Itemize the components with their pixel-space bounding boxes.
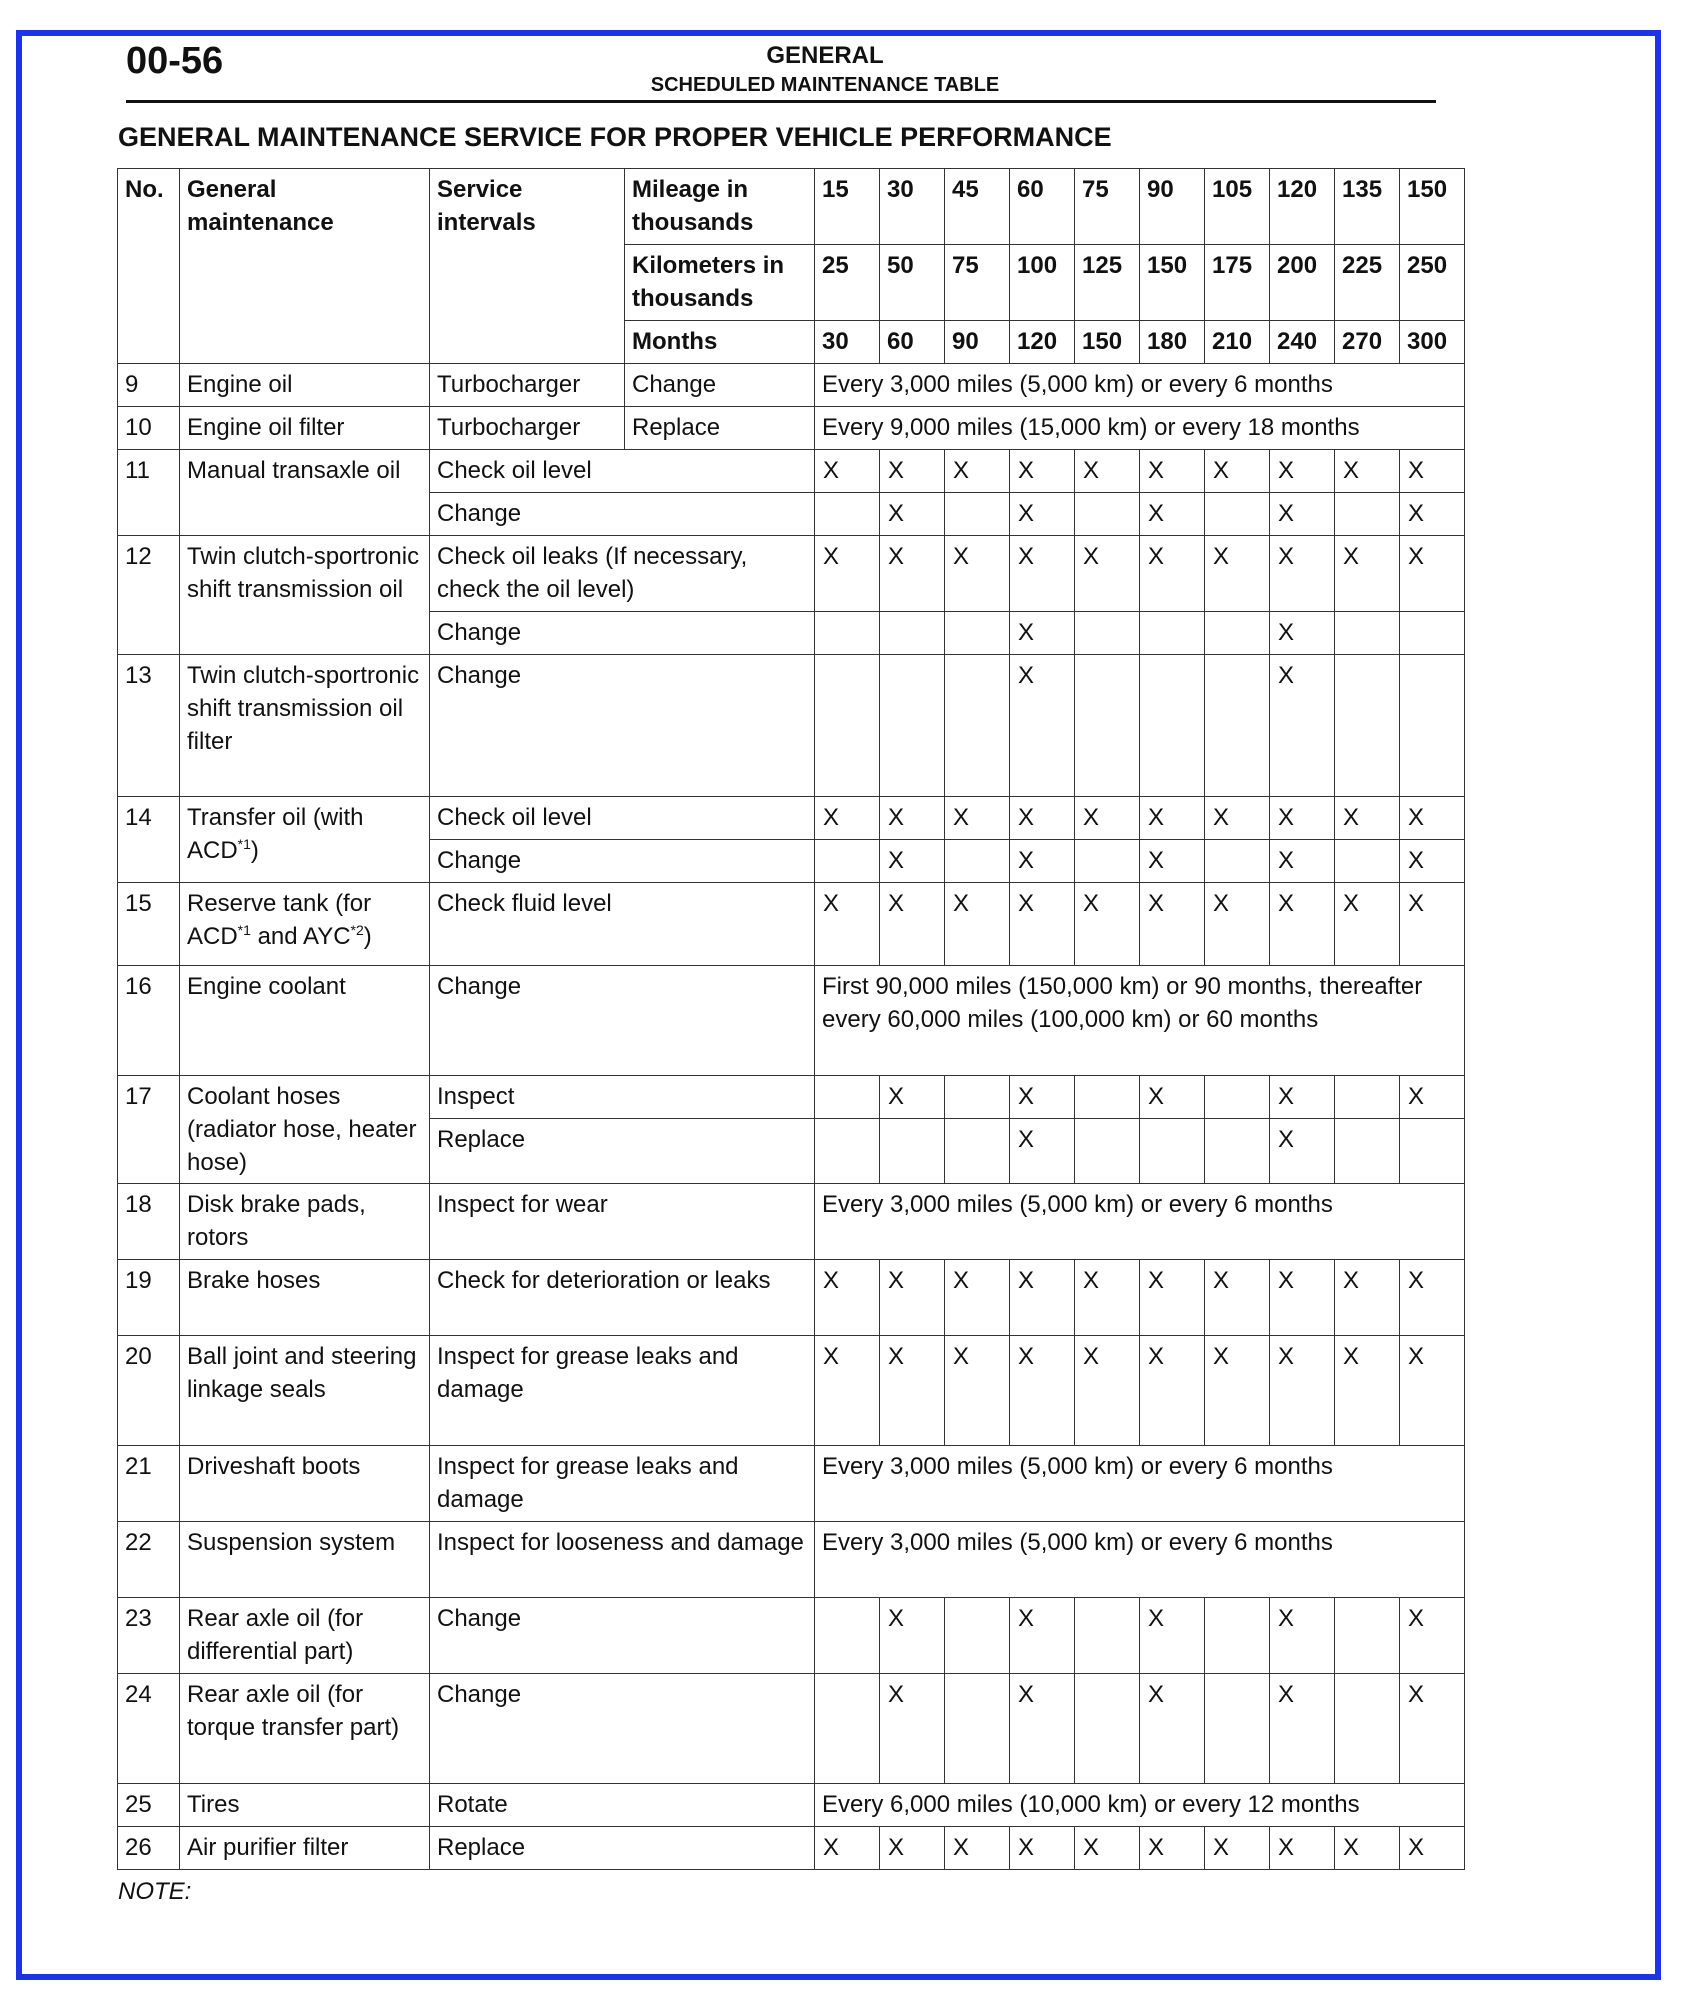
mileage-value: 15 bbox=[815, 169, 880, 245]
row-item: Suspension system bbox=[180, 1522, 430, 1598]
interval-mark: X bbox=[1270, 1598, 1335, 1674]
row-note: Every 3,000 miles (5,000 km) or every 6 months bbox=[815, 364, 1465, 407]
interval-mark: X bbox=[815, 536, 880, 612]
row-service: Check oil leaks (If necessary, check the oil level) bbox=[430, 536, 815, 612]
interval-mark: X bbox=[945, 1260, 1010, 1336]
interval-mark: X bbox=[1270, 493, 1335, 536]
interval-empty bbox=[1205, 493, 1270, 536]
interval-mark: X bbox=[1140, 1827, 1205, 1870]
row-item: Driveshaft boots bbox=[180, 1446, 430, 1522]
interval-mark: X bbox=[1010, 612, 1075, 655]
interval-mark: X bbox=[815, 1260, 880, 1336]
row-note: Every 3,000 miles (5,000 km) or every 6 months bbox=[815, 1522, 1465, 1598]
km-value: 75 bbox=[945, 245, 1010, 321]
interval-mark: X bbox=[1400, 1260, 1465, 1336]
interval-empty bbox=[1335, 1598, 1400, 1674]
row-item: Tires bbox=[180, 1784, 430, 1827]
interval-mark: X bbox=[815, 797, 880, 840]
table-row bbox=[118, 1827, 1465, 1870]
table-row bbox=[118, 1446, 1465, 1522]
table-row bbox=[118, 1336, 1465, 1446]
interval-empty bbox=[880, 655, 945, 797]
months-value: 30 bbox=[815, 321, 880, 364]
interval-empty bbox=[1335, 1076, 1400, 1119]
row-no: 16 bbox=[118, 966, 180, 1076]
interval-empty bbox=[945, 840, 1010, 883]
interval-mark: X bbox=[945, 450, 1010, 493]
interval-mark: X bbox=[1075, 1260, 1140, 1336]
interval-empty bbox=[815, 1076, 880, 1119]
interval-empty bbox=[1205, 1119, 1270, 1184]
interval-empty bbox=[945, 493, 1010, 536]
interval-empty bbox=[1205, 612, 1270, 655]
interval-mark: X bbox=[945, 536, 1010, 612]
interval-mark: X bbox=[1075, 450, 1140, 493]
row-no: 21 bbox=[118, 1446, 180, 1522]
interval-mark: X bbox=[815, 1827, 880, 1870]
months-value: 300 bbox=[1400, 321, 1465, 364]
table-row bbox=[118, 797, 1465, 840]
row-no: 11 bbox=[118, 450, 180, 536]
interval-empty bbox=[945, 1076, 1010, 1119]
interval-mark: X bbox=[1400, 797, 1465, 840]
km-value: 125 bbox=[1075, 245, 1140, 321]
mileage-value: 75 bbox=[1075, 169, 1140, 245]
table-row bbox=[118, 966, 1465, 1076]
interval-mark: X bbox=[1270, 1336, 1335, 1446]
row-service: Inspect for wear bbox=[430, 1184, 815, 1260]
months-value: 150 bbox=[1075, 321, 1140, 364]
interval-empty bbox=[1335, 493, 1400, 536]
row-service: Check fluid level bbox=[430, 883, 815, 966]
row-item-text: Reserve tank (for ACD bbox=[187, 890, 372, 950]
interval-mark: X bbox=[1270, 612, 1335, 655]
km-value: 225 bbox=[1335, 245, 1400, 321]
interval-mark: X bbox=[1270, 1076, 1335, 1119]
row-note: Every 3,000 miles (5,000 km) or every 6 months bbox=[815, 1184, 1465, 1260]
interval-mark: X bbox=[1400, 1076, 1465, 1119]
interval-mark: X bbox=[1010, 1076, 1075, 1119]
row-note: Every 3,000 miles (5,000 km) or every 6 months bbox=[815, 1446, 1465, 1522]
interval-mark: X bbox=[1140, 493, 1205, 536]
row-header-mileage: Mileage in thousands bbox=[625, 169, 815, 245]
interval-empty bbox=[1205, 1674, 1270, 1784]
interval-empty bbox=[1400, 612, 1465, 655]
interval-mark: X bbox=[880, 1598, 945, 1674]
interval-mark: X bbox=[1010, 1598, 1075, 1674]
interval-empty bbox=[1075, 1598, 1140, 1674]
months-value: 120 bbox=[1010, 321, 1075, 364]
interval-empty bbox=[815, 655, 880, 797]
interval-empty bbox=[880, 1119, 945, 1184]
row-action: Change bbox=[625, 364, 815, 407]
maintenance-table bbox=[117, 168, 1465, 1870]
row-no: 12 bbox=[118, 536, 180, 655]
row-item: Engine coolant bbox=[180, 966, 430, 1076]
interval-mark: X bbox=[1010, 1119, 1075, 1184]
interval-mark: X bbox=[1205, 450, 1270, 493]
row-item: Twin clutch-sportronic shift transmission oil filter bbox=[180, 655, 430, 797]
row-service: Inspect for looseness and damage bbox=[430, 1522, 815, 1598]
footnote-ref: *2 bbox=[350, 922, 364, 938]
interval-empty bbox=[815, 1598, 880, 1674]
interval-mark: X bbox=[1140, 1076, 1205, 1119]
interval-mark: X bbox=[815, 1336, 880, 1446]
interval-empty bbox=[1075, 1076, 1140, 1119]
months-value: 180 bbox=[1140, 321, 1205, 364]
row-item bbox=[180, 883, 430, 966]
interval-mark: X bbox=[1075, 536, 1140, 612]
interval-mark: X bbox=[815, 883, 880, 966]
header-rule bbox=[126, 100, 1436, 103]
interval-mark: X bbox=[1400, 450, 1465, 493]
interval-mark: X bbox=[1400, 493, 1465, 536]
mileage-value: 45 bbox=[945, 169, 1010, 245]
interval-mark: X bbox=[1205, 536, 1270, 612]
km-value: 250 bbox=[1400, 245, 1465, 321]
interval-mark: X bbox=[1270, 450, 1335, 493]
months-value: 210 bbox=[1205, 321, 1270, 364]
interval-mark: X bbox=[1400, 1336, 1465, 1446]
interval-mark: X bbox=[1335, 1260, 1400, 1336]
row-no: 26 bbox=[118, 1827, 180, 1870]
interval-empty bbox=[1140, 655, 1205, 797]
row-service: Change bbox=[430, 1674, 815, 1784]
interval-empty bbox=[945, 1119, 1010, 1184]
months-value: 270 bbox=[1335, 321, 1400, 364]
row-no: 13 bbox=[118, 655, 180, 797]
interval-mark: X bbox=[1140, 840, 1205, 883]
col-header-service: Service intervals bbox=[430, 169, 625, 364]
row-service: Change bbox=[430, 966, 815, 1076]
interval-mark: X bbox=[1270, 1827, 1335, 1870]
row-service: Change bbox=[430, 493, 815, 536]
interval-mark: X bbox=[880, 536, 945, 612]
interval-mark: X bbox=[1010, 1827, 1075, 1870]
interval-empty bbox=[1140, 1119, 1205, 1184]
interval-mark: X bbox=[1205, 1336, 1270, 1446]
interval-mark: X bbox=[1140, 1674, 1205, 1784]
interval-mark: X bbox=[1140, 1260, 1205, 1336]
interval-mark: X bbox=[945, 1827, 1010, 1870]
interval-mark: X bbox=[1270, 1674, 1335, 1784]
interval-empty bbox=[815, 612, 880, 655]
interval-mark: X bbox=[1205, 797, 1270, 840]
table-row bbox=[118, 655, 1465, 797]
interval-mark: X bbox=[945, 883, 1010, 966]
row-note: Every 9,000 miles (15,000 km) or every 18 months bbox=[815, 407, 1465, 450]
row-no: 25 bbox=[118, 1784, 180, 1827]
interval-mark: X bbox=[1010, 840, 1075, 883]
row-item: Disk brake pads, rotors bbox=[180, 1184, 430, 1260]
interval-empty bbox=[1205, 840, 1270, 883]
row-item: Rear axle oil (for torque transfer part) bbox=[180, 1674, 430, 1784]
table-row bbox=[118, 1076, 1465, 1119]
interval-mark: X bbox=[1140, 797, 1205, 840]
row-service: Change bbox=[430, 1598, 815, 1674]
row-service: Check oil level bbox=[430, 797, 815, 840]
interval-mark: X bbox=[880, 1674, 945, 1784]
interval-mark: X bbox=[880, 840, 945, 883]
row-no: 18 bbox=[118, 1184, 180, 1260]
row-no: 15 bbox=[118, 883, 180, 966]
interval-empty bbox=[1335, 655, 1400, 797]
table-row bbox=[118, 364, 1465, 407]
interval-empty bbox=[945, 655, 1010, 797]
interval-mark: X bbox=[1335, 1336, 1400, 1446]
table-row bbox=[118, 450, 1465, 493]
interval-mark: X bbox=[880, 493, 945, 536]
interval-mark: X bbox=[1010, 797, 1075, 840]
km-value: 150 bbox=[1140, 245, 1205, 321]
interval-empty bbox=[945, 612, 1010, 655]
km-value: 25 bbox=[815, 245, 880, 321]
row-service: Change bbox=[430, 612, 815, 655]
row-no: 20 bbox=[118, 1336, 180, 1446]
interval-mark: X bbox=[1335, 883, 1400, 966]
section-title: GENERAL MAINTENANCE SERVICE FOR PROPER VEHICLE PERFORMANCE bbox=[118, 122, 1112, 152]
interval-mark: X bbox=[1010, 655, 1075, 797]
page-number: 00-56 bbox=[126, 40, 224, 82]
interval-mark: X bbox=[1270, 655, 1335, 797]
row-no: 22 bbox=[118, 1522, 180, 1598]
interval-empty bbox=[945, 1674, 1010, 1784]
interval-mark: X bbox=[880, 1260, 945, 1336]
months-value: 60 bbox=[880, 321, 945, 364]
interval-empty bbox=[1205, 655, 1270, 797]
interval-mark: X bbox=[1010, 1336, 1075, 1446]
interval-mark: X bbox=[1010, 450, 1075, 493]
interval-mark: X bbox=[1010, 883, 1075, 966]
interval-mark: X bbox=[1270, 1260, 1335, 1336]
interval-mark: X bbox=[880, 450, 945, 493]
row-no: 19 bbox=[118, 1260, 180, 1336]
interval-mark: X bbox=[945, 1336, 1010, 1446]
interval-empty bbox=[880, 612, 945, 655]
interval-mark: X bbox=[1205, 1260, 1270, 1336]
row-item: Air purifier filter bbox=[180, 1827, 430, 1870]
interval-empty bbox=[1140, 612, 1205, 655]
row-service: Replace bbox=[430, 1827, 815, 1870]
interval-mark: X bbox=[1075, 1336, 1140, 1446]
interval-mark: X bbox=[1140, 1598, 1205, 1674]
interval-mark: X bbox=[1400, 1674, 1465, 1784]
row-service: Check for deterioration or leaks bbox=[430, 1260, 815, 1336]
mileage-value: 135 bbox=[1335, 169, 1400, 245]
row-item: Twin clutch-sportronic shift transmission oil bbox=[180, 536, 430, 655]
table-row bbox=[118, 1184, 1465, 1260]
mileage-value: 105 bbox=[1205, 169, 1270, 245]
row-item-text: Transfer oil (with ACD bbox=[187, 804, 364, 864]
interval-mark: X bbox=[1140, 1336, 1205, 1446]
interval-empty bbox=[1205, 1598, 1270, 1674]
header-row-mileage bbox=[118, 169, 1465, 245]
row-item: Engine oil bbox=[180, 364, 430, 407]
interval-mark: X bbox=[1010, 536, 1075, 612]
interval-mark: X bbox=[1335, 536, 1400, 612]
interval-mark: X bbox=[1075, 883, 1140, 966]
interval-mark: X bbox=[1270, 797, 1335, 840]
months-value: 240 bbox=[1270, 321, 1335, 364]
interval-mark: X bbox=[945, 797, 1010, 840]
interval-empty bbox=[1400, 655, 1465, 797]
row-item-text-end: ) bbox=[363, 923, 372, 950]
mileage-value: 60 bbox=[1010, 169, 1075, 245]
interval-mark: X bbox=[1010, 1260, 1075, 1336]
interval-mark: X bbox=[1400, 1827, 1465, 1870]
mileage-value: 120 bbox=[1270, 169, 1335, 245]
mileage-value: 30 bbox=[880, 169, 945, 245]
interval-mark: X bbox=[880, 1076, 945, 1119]
interval-mark: X bbox=[1270, 840, 1335, 883]
row-service: Check oil level bbox=[430, 450, 815, 493]
row-no: 17 bbox=[118, 1076, 180, 1184]
interval-empty bbox=[1075, 1119, 1140, 1184]
row-service: Inspect for grease leaks and damage bbox=[430, 1336, 815, 1446]
interval-mark: X bbox=[1400, 883, 1465, 966]
row-service: Inspect for grease leaks and damage bbox=[430, 1446, 815, 1522]
interval-mark: X bbox=[1010, 493, 1075, 536]
months-value: 90 bbox=[945, 321, 1010, 364]
interval-empty bbox=[815, 1119, 880, 1184]
mileage-value: 150 bbox=[1400, 169, 1465, 245]
row-item-text-mid: and AYC bbox=[250, 923, 351, 950]
table-row bbox=[118, 883, 1465, 966]
row-note: First 90,000 miles (150,000 km) or 90 months, thereafter every 60,000 miles (100,000 km) or 60 months bbox=[815, 966, 1465, 1076]
interval-empty bbox=[1335, 612, 1400, 655]
row-no: 9 bbox=[118, 364, 180, 407]
row-no: 23 bbox=[118, 1598, 180, 1674]
interval-mark: X bbox=[1400, 840, 1465, 883]
interval-mark: X bbox=[1270, 536, 1335, 612]
interval-empty bbox=[1075, 840, 1140, 883]
row-service: Rotate bbox=[430, 1784, 815, 1827]
interval-mark: X bbox=[1205, 1827, 1270, 1870]
interval-mark: X bbox=[1140, 883, 1205, 966]
row-service: Change bbox=[430, 655, 815, 797]
row-action: Replace bbox=[625, 407, 815, 450]
col-header-no: No. bbox=[118, 169, 180, 364]
km-value: 175 bbox=[1205, 245, 1270, 321]
row-service: Inspect bbox=[430, 1076, 815, 1119]
interval-mark: X bbox=[1270, 1119, 1335, 1184]
interval-mark: X bbox=[1335, 797, 1400, 840]
row-item: Engine oil filter bbox=[180, 407, 430, 450]
col-header-general: General maintenance bbox=[180, 169, 430, 364]
row-header-months: Months bbox=[625, 321, 815, 364]
table-row bbox=[118, 1260, 1465, 1336]
row-item: Brake hoses bbox=[180, 1260, 430, 1336]
interval-empty bbox=[1335, 1119, 1400, 1184]
row-no: 10 bbox=[118, 407, 180, 450]
interval-empty bbox=[1075, 655, 1140, 797]
footnote-ref: *1 bbox=[237, 836, 251, 852]
interval-empty bbox=[1335, 840, 1400, 883]
interval-empty bbox=[1335, 1674, 1400, 1784]
interval-empty bbox=[815, 1674, 880, 1784]
interval-mark: X bbox=[815, 450, 880, 493]
interval-mark: X bbox=[880, 1336, 945, 1446]
interval-empty bbox=[1075, 493, 1140, 536]
row-service: Turbocharger bbox=[430, 407, 625, 450]
km-value: 200 bbox=[1270, 245, 1335, 321]
interval-mark: X bbox=[880, 883, 945, 966]
row-item bbox=[180, 797, 430, 883]
interval-mark: X bbox=[880, 1827, 945, 1870]
interval-empty bbox=[1075, 1674, 1140, 1784]
table-row bbox=[118, 1784, 1465, 1827]
interval-empty bbox=[945, 1598, 1010, 1674]
header-subtitle: SCHEDULED MAINTENANCE TABLE bbox=[650, 74, 1000, 96]
row-no: 24 bbox=[118, 1674, 180, 1784]
interval-mark: X bbox=[1140, 536, 1205, 612]
interval-empty bbox=[1205, 1076, 1270, 1119]
row-service: Replace bbox=[430, 1119, 815, 1184]
interval-mark: X bbox=[1335, 450, 1400, 493]
row-header-kilometers: Kilometers in thousands bbox=[625, 245, 815, 321]
interval-mark: X bbox=[1400, 536, 1465, 612]
interval-empty bbox=[815, 840, 880, 883]
interval-empty bbox=[1400, 1119, 1465, 1184]
row-service: Change bbox=[430, 840, 815, 883]
interval-mark: X bbox=[1205, 883, 1270, 966]
note-label: NOTE: bbox=[118, 1878, 192, 1905]
interval-mark: X bbox=[1075, 797, 1140, 840]
interval-empty bbox=[1075, 612, 1140, 655]
interval-mark: X bbox=[880, 797, 945, 840]
row-item: Ball joint and steering linkage seals bbox=[180, 1336, 430, 1446]
table-row bbox=[118, 1598, 1465, 1674]
table-row bbox=[118, 407, 1465, 450]
interval-mark: X bbox=[1140, 450, 1205, 493]
row-item: Rear axle oil (for differential part) bbox=[180, 1598, 430, 1674]
interval-mark: X bbox=[1335, 1827, 1400, 1870]
row-service: Turbocharger bbox=[430, 364, 625, 407]
interval-empty bbox=[815, 493, 880, 536]
km-value: 100 bbox=[1010, 245, 1075, 321]
interval-mark: X bbox=[1400, 1598, 1465, 1674]
row-item: Coolant hoses (radiator hose, heater hose) bbox=[180, 1076, 430, 1184]
interval-mark: X bbox=[1075, 1827, 1140, 1870]
row-no: 14 bbox=[118, 797, 180, 883]
table-row bbox=[118, 1674, 1465, 1784]
footnote-ref: *1 bbox=[237, 922, 251, 938]
header-title: GENERAL bbox=[766, 42, 884, 69]
km-value: 50 bbox=[880, 245, 945, 321]
interval-mark: X bbox=[1010, 1674, 1075, 1784]
row-item: Manual transaxle oil bbox=[180, 450, 430, 536]
mileage-value: 90 bbox=[1140, 169, 1205, 245]
row-note: Every 6,000 miles (10,000 km) or every 12 months bbox=[815, 1784, 1465, 1827]
table-row bbox=[118, 1522, 1465, 1598]
interval-mark: X bbox=[1270, 883, 1335, 966]
table-row bbox=[118, 536, 1465, 612]
row-item-text-end: ) bbox=[250, 837, 259, 864]
